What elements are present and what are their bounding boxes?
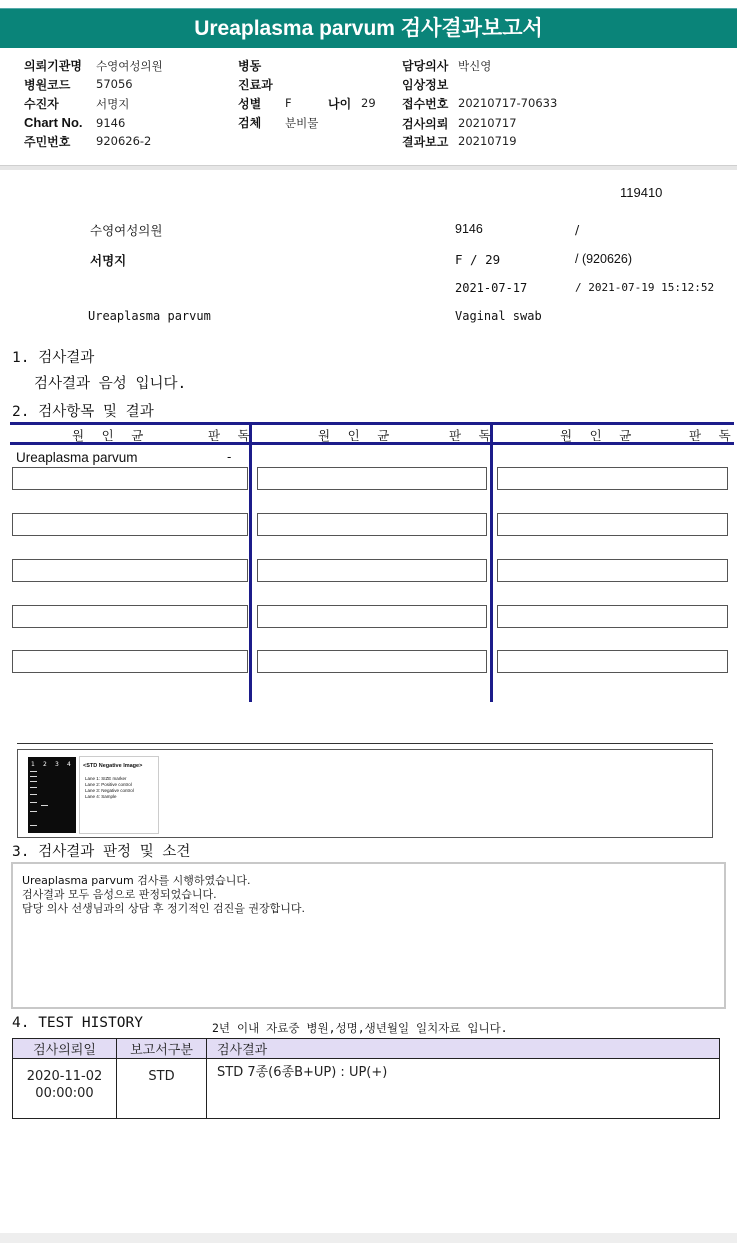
- empty-result-cell: [497, 605, 728, 628]
- receipt-label: 접수번호: [402, 97, 449, 111]
- lane-number: 4: [67, 761, 71, 768]
- grid-divider-2: [490, 422, 493, 702]
- gel-band: [30, 776, 37, 777]
- header-separator: [0, 165, 737, 170]
- doctor-value: 박신영: [458, 59, 492, 73]
- gel-band: [41, 805, 48, 806]
- gel-legend-title: <STD Negative Image>: [83, 763, 143, 769]
- age-value: 29: [361, 96, 376, 110]
- col2-pathogen-header: 원 인 균: [318, 428, 395, 443]
- empty-result-cell: [497, 513, 728, 536]
- history-col-type: 보고서구분: [117, 1039, 207, 1059]
- opinion-line: 검사결과 모두 음성으로 판정되었습니다.: [22, 888, 217, 901]
- specimen-label: 검체: [238, 116, 262, 130]
- report-value: 20210719: [458, 134, 517, 148]
- report-serial: 119410: [620, 185, 663, 200]
- col3-judgement-header: 판 독: [689, 428, 736, 443]
- gel-band: [30, 771, 37, 772]
- col1-pathogen-header: 원 인 균: [72, 428, 149, 443]
- gel-legend-line: Lane 4: Sample: [85, 794, 117, 799]
- receipt-value: 20210717-70633: [458, 96, 558, 110]
- gel-legend-line: Lane 3: Negative control: [85, 788, 134, 793]
- result-row-judgement: -: [227, 449, 232, 464]
- body-request-date: 2021-07-17: [455, 281, 528, 295]
- ward-label: 병동: [238, 59, 262, 73]
- gel-band: [30, 825, 37, 826]
- section4-heading: 4. TEST HISTORY: [12, 1015, 143, 1031]
- body-specimen: Vaginal swab: [455, 309, 542, 323]
- body-chart-no: 9146: [455, 222, 483, 236]
- institution-value: 수영여성의원: [96, 59, 163, 73]
- empty-result-cell: [12, 467, 248, 490]
- gel-legend: [79, 756, 159, 834]
- id-value: 920626-2: [96, 134, 152, 148]
- gel-electrophoresis-image: [28, 757, 76, 833]
- empty-result-cell: [257, 513, 487, 536]
- bottom-bar: [0, 1233, 737, 1243]
- empty-result-cell: [12, 605, 248, 628]
- body-slash: /: [575, 222, 580, 237]
- section3-heading: 3. 검사결과 판정 및 소견: [12, 844, 191, 860]
- empty-result-cell: [497, 467, 728, 490]
- chart-label: Chart No.: [24, 115, 83, 130]
- grid-divider-1: [249, 422, 252, 702]
- request-value: 20210717: [458, 116, 517, 130]
- lane-number: 2: [43, 761, 47, 768]
- patient-value: 서명지: [96, 97, 130, 111]
- request-label: 검사의뢰: [402, 117, 449, 131]
- specimen-value: 분비물: [285, 116, 319, 130]
- report-title-bar: [0, 8, 737, 48]
- col1-judgement-header: 판 독: [208, 428, 255, 443]
- body-test-name: Ureaplasma parvum: [88, 309, 211, 323]
- section1-heading: 1. 검사결과: [12, 350, 95, 366]
- sex-label: 성별: [238, 97, 262, 111]
- gel-band: [30, 802, 37, 803]
- chart-value: 9146: [96, 116, 126, 130]
- lane-number: 3: [55, 761, 59, 768]
- hospital-code-label: 병원코드: [24, 78, 71, 92]
- grid-top-rule: [10, 422, 734, 425]
- section2-heading: 2. 검사항목 및 결과: [12, 404, 154, 420]
- gel-image-panel: [17, 749, 713, 838]
- gel-band: [30, 811, 37, 812]
- gel-band: [30, 794, 37, 795]
- empty-result-cell: [12, 650, 248, 673]
- opinion-line: 담당 의사 선생님과의 상담 후 정기적인 검진을 권장합니다.: [22, 902, 305, 915]
- report-title: Ureaplasma parvum 검사결과보고서: [194, 17, 543, 40]
- lane-number: 1: [31, 761, 35, 768]
- body-report-datetime: / 2021-07-19 15:12:52: [575, 281, 715, 294]
- gel-band: [30, 787, 37, 788]
- history-date-cell: [13, 1059, 117, 1119]
- history-header-row: [13, 1039, 720, 1059]
- col3-pathogen-header: 원 인 균: [560, 428, 637, 443]
- empty-result-cell: [12, 513, 248, 536]
- id-label: 주민번호: [24, 135, 71, 149]
- body-sex-age: F / 29: [455, 252, 501, 267]
- history-type-cell: STD: [117, 1059, 207, 1119]
- history-note: 2년 이내 자료중 병원,성명,생년월일 일치자료 입니다.: [212, 1021, 508, 1035]
- report-label: 결과보고: [402, 135, 449, 149]
- body-clinic: 수영여성의원: [90, 223, 163, 238]
- image-top-rule: [17, 743, 713, 744]
- empty-result-cell: [497, 650, 728, 673]
- table-row: [13, 1059, 720, 1119]
- hospital-code-value: 57056: [96, 77, 133, 91]
- patient-label: 수진자: [24, 97, 59, 111]
- result-row-pathogen: Ureaplasma parvum: [16, 450, 138, 465]
- gel-legend-line: Lane 2: Positive control: [85, 782, 132, 787]
- age-label: 나이: [328, 97, 352, 111]
- dept-label: 진료과: [238, 78, 273, 92]
- institution-label: 의뢰기관명: [24, 59, 82, 73]
- history-result-cell: STD 7종(6종B+UP) : UP(+): [207, 1059, 720, 1119]
- body-birth: / (920626): [575, 252, 632, 266]
- history-date: 2020-11-02: [26, 1069, 103, 1084]
- history-time: 00:00:00: [35, 1086, 94, 1101]
- section1-result: 검사결과 음성 입니다.: [34, 376, 187, 392]
- opinion-line: Ureaplasma parvum 검사를 시행하였습니다.: [22, 874, 251, 887]
- gel-band: [30, 781, 37, 782]
- col2-judgement-header: 판 독: [449, 428, 496, 443]
- history-col-result: 검사결과: [207, 1039, 720, 1059]
- clinical-label: 임상정보: [402, 78, 449, 92]
- gel-legend-line: Lane 1: SIZE marker: [85, 776, 127, 781]
- body-patient: 서명지: [90, 253, 127, 268]
- empty-result-cell: [257, 559, 487, 582]
- empty-result-cell: [257, 467, 487, 490]
- empty-result-cell: [257, 650, 487, 673]
- empty-result-cell: [257, 605, 487, 628]
- sex-value: F: [285, 96, 292, 110]
- empty-result-cell: [497, 559, 728, 582]
- doctor-label: 담당의사: [402, 59, 449, 73]
- history-col-date: 검사의뢰일: [13, 1039, 117, 1059]
- opinion-box: [11, 862, 726, 1009]
- test-history-table: [12, 1038, 720, 1119]
- empty-result-cell: [12, 559, 248, 582]
